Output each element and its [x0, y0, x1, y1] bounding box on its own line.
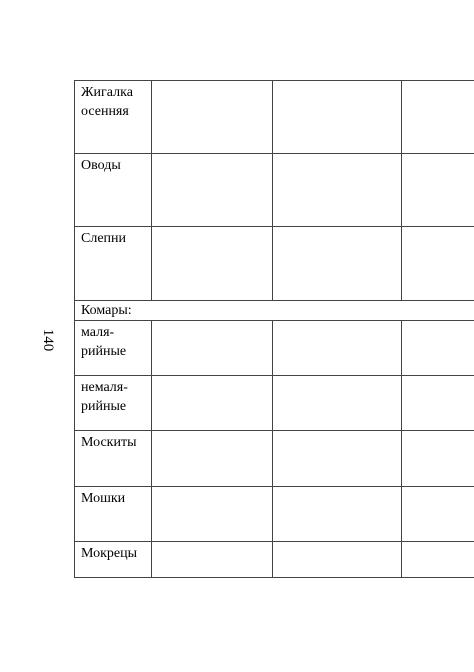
- row-label: Мошки: [81, 491, 126, 506]
- row-label: Жигалка осенняя: [81, 85, 133, 119]
- row-label-cell: [75, 487, 152, 541]
- empty-cell: [273, 154, 402, 226]
- empty-cell: [402, 487, 474, 541]
- page-number: 140: [40, 328, 56, 352]
- empty-cell: [402, 431, 474, 486]
- empty-cell: [273, 321, 402, 375]
- empty-cell: [402, 154, 474, 226]
- table-row-slepni: [75, 227, 474, 301]
- empty-cell: [152, 321, 273, 375]
- empty-cell: [273, 487, 402, 541]
- empty-cell: [273, 81, 402, 153]
- row-label-cell: [75, 321, 152, 375]
- row-label-cell: [75, 376, 152, 430]
- row-label-cell: [75, 81, 152, 153]
- empty-cell: [273, 431, 402, 486]
- row-label-cell: [75, 227, 152, 300]
- empty-cell: [152, 154, 273, 226]
- empty-cell: [402, 376, 474, 430]
- row-label: Мокрецы: [81, 546, 138, 561]
- empty-cell: [152, 431, 273, 486]
- table-row-zhigalka: [75, 81, 474, 154]
- table-row-malyariynye: [75, 321, 474, 376]
- empty-cell: [152, 227, 273, 300]
- empty-cell: [402, 81, 474, 153]
- empty-cell: [402, 321, 474, 375]
- row-label-cell: [75, 431, 152, 486]
- row-label: Оводы: [81, 158, 121, 173]
- table-section-row: [75, 301, 474, 321]
- insect-table: [74, 80, 474, 578]
- empty-cell: [152, 376, 273, 430]
- empty-cell: [402, 542, 474, 578]
- empty-cell: [152, 81, 273, 153]
- row-label: маля- рийные: [81, 325, 127, 359]
- table-row-nemalyariynye: [75, 376, 474, 431]
- row-label: Слепни: [81, 231, 127, 246]
- section-label: Комары:: [81, 303, 132, 318]
- table-row-moshki: [75, 487, 474, 542]
- row-label-cell: [75, 542, 152, 578]
- table-row-mokretsy: [75, 542, 474, 578]
- empty-cell: [273, 376, 402, 430]
- empty-cell: [152, 542, 273, 578]
- empty-cell: [402, 227, 474, 300]
- row-label: немаля- рийные: [81, 380, 128, 414]
- row-label-cell: [75, 154, 152, 226]
- empty-cell: [273, 542, 402, 578]
- row-label: Москиты: [81, 435, 137, 450]
- empty-cell: [273, 227, 402, 300]
- empty-cell: [152, 487, 273, 541]
- table-row-ovody: [75, 154, 474, 227]
- table-row-moskity: [75, 431, 474, 487]
